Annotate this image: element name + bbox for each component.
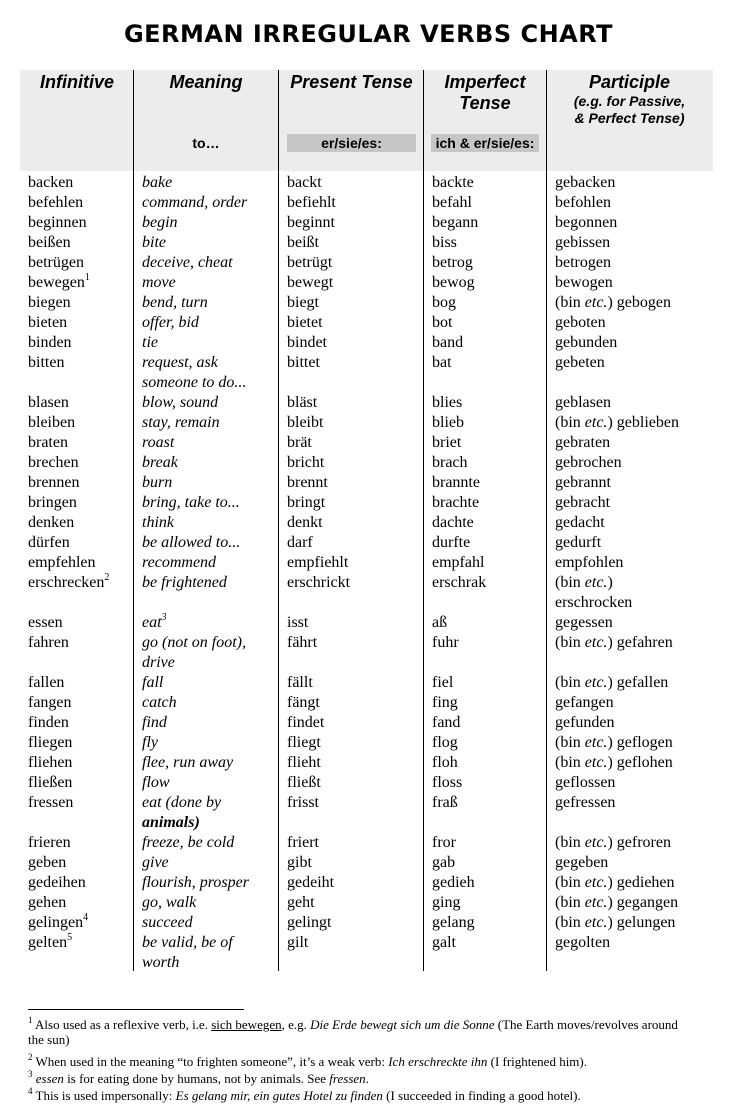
verb-participle: gebrannt: [555, 474, 611, 491]
verb-present: betrügt: [287, 254, 333, 271]
verb-imperfect: biss: [432, 234, 457, 251]
verb-present: fällt: [287, 674, 313, 691]
verb-imperfect: galt: [432, 934, 456, 951]
verb-imperfect: fiel: [432, 674, 454, 691]
verb-participle: gebacken: [555, 174, 616, 191]
verb-imperfect: fuhr: [432, 634, 459, 651]
verb-participle: (bin etc.) gegangen: [555, 894, 679, 911]
header-participle-note2: & Perfect Tense): [574, 110, 685, 126]
verb-meaning: bring, take to...: [142, 494, 240, 511]
footnote: $^2$ When used in the meaning “to frighten someone”, it’s a weak verb: Ich erschreckte ihn (I frightened him).: [28, 1051, 587, 1069]
etc-text: etc.: [584, 914, 608, 931]
footnote-number: 4: [28, 1085, 33, 1096]
verb-imperfect: band: [432, 334, 464, 351]
verb-present: beißt: [287, 234, 319, 251]
verb-imperfect: flog: [432, 734, 458, 751]
verb-meaning: begin: [142, 214, 178, 231]
verb-meaning: think: [142, 514, 174, 531]
verb-participle: betrogen: [555, 254, 611, 271]
verb-present: fliegt: [287, 734, 321, 751]
header-present: Present Tense: [290, 72, 413, 92]
verb-meaning: break: [142, 454, 178, 471]
footnote-ref: 2: [104, 571, 110, 583]
column-divider-3: [423, 70, 424, 971]
verb-present: gedeiht: [287, 874, 335, 891]
verb-meaning: eat$^3$: [142, 611, 167, 631]
verb-meaning: be frightened: [142, 574, 227, 591]
header-infinitive: Infinitive: [39, 72, 114, 92]
verb-participle: gegeben: [555, 854, 609, 871]
verb-participle: gefunden: [555, 714, 615, 731]
footnote: $^3$ essen is for eating done by humans, not by animals. See fressen.: [28, 1068, 369, 1086]
footnote-number: 2: [28, 1051, 33, 1062]
verb-meaning: fly: [142, 734, 158, 751]
verb-participle: (bin etc.) geflohen: [555, 754, 673, 771]
verb-infinitive: backen: [28, 174, 74, 191]
verb-present: flieht: [287, 754, 321, 771]
footnote-ref: 1: [84, 271, 90, 283]
verb-participle: geflossen: [555, 774, 616, 791]
verb-present: fängt: [287, 694, 320, 711]
verb-participle: befohlen: [555, 194, 611, 211]
verb-imperfect: empfahl: [432, 554, 485, 571]
verb-participle: geboten: [555, 314, 606, 331]
verb-present: bleibt: [287, 414, 324, 431]
verb-meaning: tie: [142, 334, 158, 351]
verb-imperfect: betrog: [432, 254, 473, 271]
column-divider-4: [546, 70, 547, 971]
verb-participle: gebissen: [555, 234, 611, 251]
verb-imperfect: dachte: [432, 514, 474, 531]
footnote-ref: 5: [67, 931, 73, 943]
verb-infinitive: gehen: [28, 894, 67, 911]
verb-infinitive: gedeihen: [28, 874, 86, 891]
verb-infinitive: bitten: [28, 354, 65, 371]
verb-infinitive: blasen: [28, 394, 69, 411]
verb-meaning: roast: [142, 434, 175, 451]
verb-infinitive: fließen: [28, 774, 73, 791]
verb-meaning: blow, sound: [142, 394, 219, 411]
verb-meaning: drive: [142, 654, 175, 671]
column-divider-2: [278, 70, 279, 971]
verb-participle: gebraten: [555, 434, 611, 451]
verb-participle: gefressen: [555, 794, 616, 811]
verb-participle: (bin etc.) gediehen: [555, 874, 675, 891]
verb-present: fährt: [287, 634, 318, 651]
etc-text: etc.: [584, 674, 608, 691]
verb-infinitive: fahren: [28, 634, 69, 651]
verb-imperfect: durfte: [432, 534, 471, 551]
verb-imperfect: floss: [432, 774, 463, 791]
verb-present: gelingt: [287, 914, 332, 931]
verb-meaning: offer, bid: [142, 314, 199, 331]
verb-present: bindet: [287, 334, 327, 351]
verb-meaning: recommend: [142, 554, 217, 571]
verb-infinitive: gelingen$^4$: [28, 911, 89, 931]
etc-text: etc.: [584, 574, 608, 591]
header-imperfect-line2: Tense: [459, 93, 511, 113]
verb-present: bittet: [287, 354, 320, 371]
verb-present: bringt: [287, 494, 326, 511]
verb-participle: gebunden: [555, 334, 618, 351]
verb-imperfect: brachte: [432, 494, 480, 511]
verb-imperfect: bat: [432, 354, 452, 371]
verb-infinitive: beginnen: [28, 214, 87, 231]
etc-text: etc.: [584, 874, 608, 891]
verb-infinitive: biegen: [28, 294, 71, 311]
verb-meaning: request, ask: [142, 354, 218, 371]
verb-infinitive: fallen: [28, 674, 65, 691]
verb-present: findet: [287, 714, 325, 731]
verb-participle: gedacht: [555, 514, 605, 531]
verb-imperfect: brannte: [432, 474, 480, 491]
verb-meaning: worth: [142, 954, 180, 971]
verb-infinitive: brechen: [28, 454, 79, 471]
verb-meaning: eat (done by: [142, 794, 222, 811]
verb-present: geht: [287, 894, 315, 911]
verb-meaning: flourish, prosper: [142, 874, 249, 891]
verb-meaning: find: [142, 714, 167, 731]
footnote: $^1$ Also used as a reflexive verb, i.e. sich bewegen, e.g. Die Erde bewegt sich um die Sonne (The Earth moves/revolves around the sun): [28, 1014, 678, 1047]
subheader-meaning: to…: [192, 135, 220, 151]
verb-present: gilt: [287, 934, 309, 951]
verb-meaning: bend, turn: [142, 294, 208, 311]
verb-infinitive: finden: [28, 714, 69, 731]
verb-meaning: be allowed to...: [142, 534, 241, 551]
verb-present: brät: [287, 434, 312, 451]
verb-present: darf: [287, 534, 313, 551]
verb-participle: (bin etc.) gelungen: [555, 914, 676, 931]
header-participle: [546, 72, 713, 127]
etc-text: etc.: [584, 834, 608, 851]
footnote-ref: 4: [83, 911, 89, 923]
verb-infinitive: bieten: [28, 314, 68, 331]
verb-meaning: catch: [142, 694, 177, 711]
verb-infinitive: befehlen: [28, 194, 84, 211]
subheader-present: er/sie/es:: [287, 134, 416, 152]
verb-present: gibt: [287, 854, 312, 871]
verb-imperfect: gedieh: [432, 874, 475, 891]
verb-imperfect: backte: [432, 174, 474, 191]
verb-present: bläst: [287, 394, 318, 411]
verb-meaning: freeze, be cold: [142, 834, 235, 851]
verb-meaning: bite: [142, 234, 166, 251]
footnote-number: 1: [28, 1014, 33, 1025]
verb-infinitive: fliehen: [28, 754, 73, 771]
verb-participle: gegolten: [555, 934, 611, 951]
verb-participle: gedurft: [555, 534, 602, 551]
verb-present: erschrickt: [287, 574, 351, 591]
verb-imperfect: bewog: [432, 274, 475, 291]
etc-text: etc.: [584, 754, 608, 771]
verb-meaning: stay, remain: [142, 414, 220, 431]
etc-text: etc.: [584, 634, 608, 651]
verb-present: backt: [287, 174, 322, 191]
verb-infinitive: denken: [28, 514, 75, 531]
verb-participle: bewogen: [555, 274, 613, 291]
verb-imperfect: bog: [432, 294, 456, 311]
verb-participle: begonnen: [555, 214, 618, 231]
verb-present: biegt: [287, 294, 319, 311]
verb-participle: (bin etc.) gefroren: [555, 834, 671, 851]
verb-meaning: move: [142, 274, 176, 291]
verb-meaning: be valid, be of: [142, 934, 233, 951]
verb-present: bewegt: [287, 274, 334, 291]
verb-infinitive: braten: [28, 434, 68, 451]
verb-present: friert: [287, 834, 319, 851]
verb-meaning: succeed: [142, 914, 193, 931]
verb-infinitive: bleiben: [28, 414, 76, 431]
verb-infinitive: fliegen: [28, 734, 73, 751]
verb-meaning: burn: [142, 474, 173, 491]
verb-imperfect: blieb: [432, 414, 464, 431]
verb-meaning: go (not on foot),: [142, 634, 246, 651]
verb-imperfect: floh: [432, 754, 458, 771]
verb-infinitive: binden: [28, 334, 72, 351]
verb-meaning: go, walk: [142, 894, 197, 911]
header-meaning: Meaning: [169, 72, 243, 92]
verb-imperfect: blies: [432, 394, 463, 411]
verb-participle: erschrocken: [555, 594, 633, 611]
verb-participle: gefangen: [555, 694, 614, 711]
verb-meaning: command, order: [142, 194, 248, 211]
verb-imperfect: erschrak: [432, 574, 487, 591]
verb-infinitive: essen: [28, 614, 63, 631]
verb-infinitive: dürfen: [28, 534, 70, 551]
footnote-ref: 3: [161, 611, 167, 623]
verb-infinitive: brennen: [28, 474, 80, 491]
verb-meaning: someone to do...: [142, 374, 247, 391]
footnote: $^4$ This is used impersonally: Es gelang mir, ein gutes Hotel zu finden (I succeeded in finding a good hotel).: [28, 1085, 581, 1103]
verb-infinitive: geben: [28, 854, 67, 871]
verb-imperfect: fand: [432, 714, 461, 731]
verb-infinitive: fressen: [28, 794, 74, 811]
verb-present: beginnt: [287, 214, 335, 231]
verb-present: befiehlt: [287, 194, 336, 211]
verb-meaning: flow: [142, 774, 170, 791]
verb-imperfect: gelang: [432, 914, 475, 931]
footnote-rule: [28, 1009, 244, 1010]
verb-participle: gebeten: [555, 354, 605, 371]
verb-meaning: animals): [142, 814, 200, 831]
verb-infinitive: gelten$^5$: [28, 931, 73, 951]
verb-imperfect: gab: [432, 854, 456, 871]
verb-imperfect: fing: [432, 694, 458, 711]
verb-imperfect: briet: [432, 434, 462, 451]
verb-participle: geblasen: [555, 394, 611, 411]
verb-participle: (bin etc.) geblieben: [555, 414, 679, 431]
verb-participle: (bin etc.) gebogen: [555, 294, 671, 311]
etc-text: etc.: [584, 734, 608, 751]
verb-infinitive: beißen: [28, 234, 71, 251]
verb-present: brennt: [287, 474, 328, 491]
verb-infinitive: bringen: [28, 494, 77, 511]
verb-present: bietet: [287, 314, 323, 331]
etc-text: etc.: [584, 294, 608, 311]
verb-imperfect: bot: [432, 314, 453, 331]
header-participle-note1: (e.g. for Passive,: [573, 93, 686, 109]
verb-infinitive: bewegen$^1$: [28, 271, 90, 291]
verb-imperfect: fror: [432, 834, 456, 851]
verb-participle: gebrochen: [555, 454, 622, 471]
subheader-imperfect: ich & er/sie/es:: [431, 134, 539, 152]
verb-imperfect: befahl: [432, 194, 472, 211]
verb-infinitive: fangen: [28, 694, 72, 711]
verb-meaning: give: [142, 854, 169, 871]
verb-meaning: deceive, cheat: [142, 254, 233, 271]
verb-present: empfiehlt: [287, 554, 349, 571]
verb-imperfect: aß: [432, 614, 448, 631]
verb-infinitive: empfehlen: [28, 554, 96, 571]
verb-infinitive: betrügen: [28, 254, 84, 271]
verb-present: frisst: [287, 794, 319, 811]
column-divider-1: [133, 70, 134, 971]
verb-meaning: fall: [142, 674, 164, 691]
verb-imperfect: begann: [432, 214, 479, 231]
verb-imperfect: fraß: [432, 794, 458, 811]
verb-participle: (bin etc.) gefallen: [555, 674, 669, 691]
footnote-number: 3: [28, 1068, 33, 1079]
verb-participle: (bin etc.) geflogen: [555, 734, 673, 751]
etc-text: etc.: [584, 894, 608, 911]
verb-meaning: bake: [142, 174, 173, 191]
verb-present: denkt: [287, 514, 323, 531]
header-imperfect-line1: Imperfect: [444, 72, 526, 92]
header-imperfect: [424, 72, 546, 114]
verb-participle: gegessen: [555, 614, 613, 631]
verb-present: fließt: [287, 774, 321, 791]
verb-participle: (bin etc.): [555, 574, 613, 591]
header-participle-title: Participle: [588, 72, 671, 92]
verb-imperfect: brach: [432, 454, 468, 471]
etc-text: etc.: [584, 414, 608, 431]
verb-present: isst: [287, 614, 309, 631]
verb-present: bricht: [287, 454, 325, 471]
page-title: GERMAN IRREGULAR VERBS CHART: [123, 20, 614, 48]
verb-meaning: flee, run away: [142, 754, 234, 771]
verb-imperfect: ging: [432, 894, 461, 911]
verb-infinitive: erschrecken$^2$: [28, 571, 110, 591]
verb-participle: empfohlen: [555, 554, 624, 571]
verb-infinitive: frieren: [28, 834, 71, 851]
verb-participle: gebracht: [555, 494, 611, 511]
verb-participle: (bin etc.) gefahren: [555, 634, 673, 651]
